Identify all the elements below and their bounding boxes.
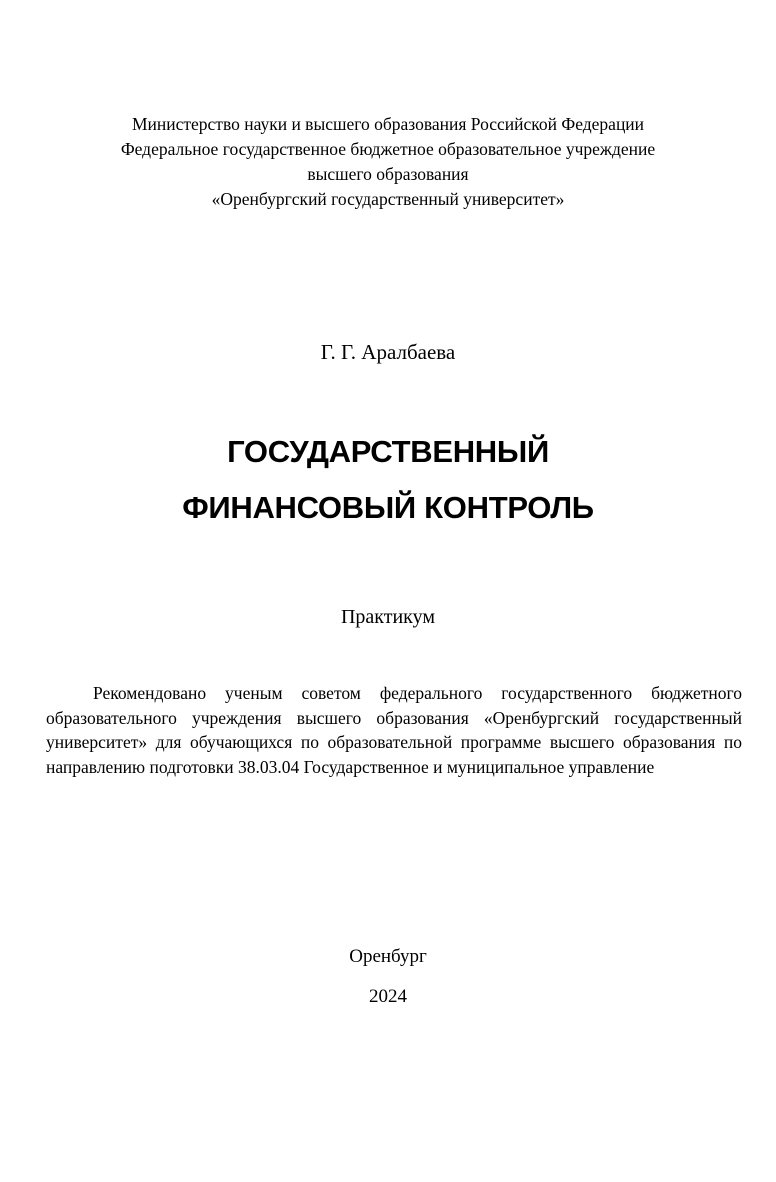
education-level-line: высшего образования: [307, 164, 469, 184]
publication-city: Оренбург: [349, 946, 427, 967]
recommendation-paragraph: Рекомендовано ученым советом федерального государственного бюджетного образовательного учреждения высшего образования «Оренбургский государственный университет» для обучающихся по образовательной программе высшего образования по направлению подготовки 38.03.04 Государственное и муниципальное управление: [46, 683, 742, 777]
ministry-line: Министерство науки и высшего образования Российской Федерации: [131, 114, 645, 134]
author-name: Г. Г. Аралбаева: [320, 340, 456, 364]
publication-year: 2024: [369, 986, 407, 1007]
institution-type-line: Федеральное государственное бюджетное образовательное учреждение: [120, 139, 656, 159]
institution-header: [40, 112, 736, 212]
title-line-1: ГОСУДАРСТВЕННЫЙ: [227, 434, 549, 469]
document-type: Практикум: [340, 606, 436, 628]
document-title: [0, 424, 776, 536]
university-name-line: «Оренбургский государственный университет»: [211, 189, 565, 209]
title-line-2: ФИНАНСОВЫЙ КОНТРОЛЬ: [182, 490, 594, 525]
